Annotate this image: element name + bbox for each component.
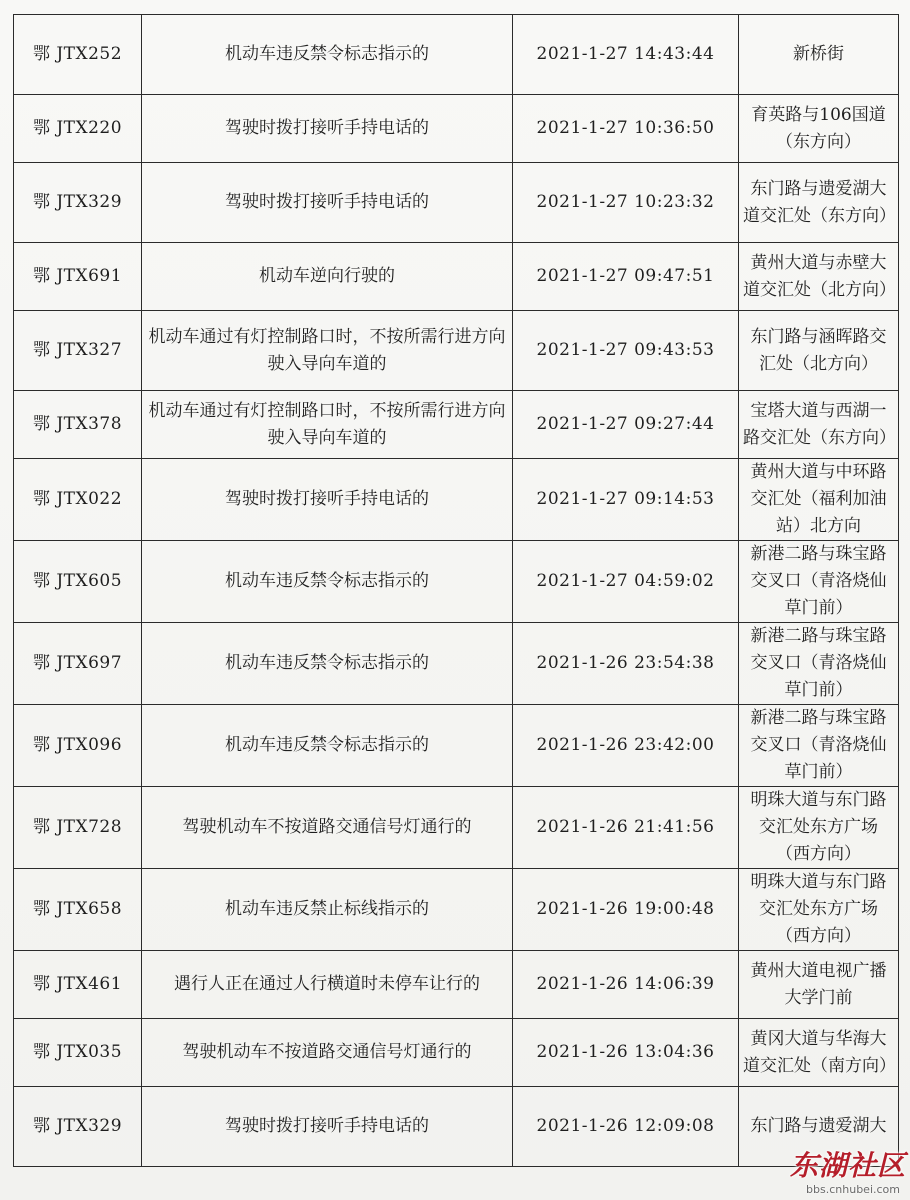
violation-cell: 驾驶时拨打接听手持电话的 bbox=[142, 163, 513, 243]
violation-cell: 机动车通过有灯控制路口时，不按所需行进方向驶入导向车道的 bbox=[142, 311, 513, 391]
time-cell: 2021-1-27 04:59:02 bbox=[513, 541, 739, 623]
location-cell: 东门路与遗爱湖大道交汇处（东方向） bbox=[739, 163, 899, 243]
time-cell: 2021-1-26 21:41:56 bbox=[513, 787, 739, 869]
location-cell: 育英路与106国道（东方向） bbox=[739, 95, 899, 163]
location-cell: 明珠大道与东门路交汇处东方广场（西方向） bbox=[739, 869, 899, 951]
location-cell: 宝塔大道与西湖一路交汇处（东方向） bbox=[739, 391, 899, 459]
table-row bbox=[14, 243, 899, 311]
plate-number-cell: 鄂 JTX327 bbox=[14, 311, 142, 391]
violation-cell: 机动车违反禁令标志指示的 bbox=[142, 15, 513, 95]
table-row bbox=[14, 623, 899, 705]
plate-number-cell: 鄂 JTX329 bbox=[14, 1087, 142, 1167]
plate-number-cell: 鄂 JTX461 bbox=[14, 951, 142, 1019]
location-cell: 东门路与涵晖路交汇处（北方向） bbox=[739, 311, 899, 391]
location-cell: 黄州大道与赤壁大道交汇处（北方向） bbox=[739, 243, 899, 311]
table-row bbox=[14, 391, 899, 459]
time-cell: 2021-1-27 10:23:32 bbox=[513, 163, 739, 243]
plate-number-cell: 鄂 JTX329 bbox=[14, 163, 142, 243]
location-cell: 黄州大道电视广播大学门前 bbox=[739, 951, 899, 1019]
violation-cell: 驾驶机动车不按道路交通信号灯通行的 bbox=[142, 1019, 513, 1087]
table-row bbox=[14, 459, 899, 541]
violation-cell: 机动车违反禁令标志指示的 bbox=[142, 541, 513, 623]
plate-number-cell: 鄂 JTX691 bbox=[14, 243, 142, 311]
time-cell: 2021-1-27 09:43:53 bbox=[513, 311, 739, 391]
time-cell: 2021-1-26 14:06:39 bbox=[513, 951, 739, 1019]
table-row bbox=[14, 787, 899, 869]
plate-number-cell: 鄂 JTX658 bbox=[14, 869, 142, 951]
violation-cell: 驾驶时拨打接听手持电话的 bbox=[142, 95, 513, 163]
time-cell: 2021-1-26 13:04:36 bbox=[513, 1019, 739, 1087]
location-cell: 新桥街 bbox=[739, 15, 899, 95]
time-cell: 2021-1-27 09:14:53 bbox=[513, 459, 739, 541]
violation-cell: 遇行人正在通过人行横道时未停车让行的 bbox=[142, 951, 513, 1019]
table-row bbox=[14, 95, 899, 163]
plate-number-cell: 鄂 JTX697 bbox=[14, 623, 142, 705]
location-cell: 黄州大道与中环路交汇处（福利加油站）北方向 bbox=[739, 459, 899, 541]
plate-number-cell: 鄂 JTX035 bbox=[14, 1019, 142, 1087]
table-row bbox=[14, 1019, 899, 1087]
violation-records-table bbox=[13, 14, 899, 1167]
table-row bbox=[14, 311, 899, 391]
violation-cell: 机动车通过有灯控制路口时，不按所需行进方向驶入导向车道的 bbox=[142, 391, 513, 459]
location-cell: 新港二路与珠宝路交叉口（青洛烧仙草门前） bbox=[739, 705, 899, 787]
table-row bbox=[14, 705, 899, 787]
plate-number-cell: 鄂 JTX252 bbox=[14, 15, 142, 95]
violation-cell: 机动车违反禁止标线指示的 bbox=[142, 869, 513, 951]
table-row bbox=[14, 541, 899, 623]
plate-number-cell: 鄂 JTX605 bbox=[14, 541, 142, 623]
time-cell: 2021-1-26 23:54:38 bbox=[513, 623, 739, 705]
violation-cell: 驾驶时拨打接听手持电话的 bbox=[142, 459, 513, 541]
table-row bbox=[14, 951, 899, 1019]
location-cell: 东门路与遗爱湖大 bbox=[739, 1087, 899, 1167]
plate-number-cell: 鄂 JTX022 bbox=[14, 459, 142, 541]
violation-cell: 机动车违反禁令标志指示的 bbox=[142, 705, 513, 787]
time-cell: 2021-1-26 19:00:48 bbox=[513, 869, 739, 951]
location-cell: 新港二路与珠宝路交叉口（青洛烧仙草门前） bbox=[739, 541, 899, 623]
location-cell: 黄冈大道与华海大道交汇处（南方向） bbox=[739, 1019, 899, 1087]
site-watermark bbox=[726, 1144, 906, 1196]
time-cell: 2021-1-26 12:09:08 bbox=[513, 1087, 739, 1167]
plate-number-cell: 鄂 JTX728 bbox=[14, 787, 142, 869]
plate-number-cell: 鄂 JTX220 bbox=[14, 95, 142, 163]
violation-cell: 驾驶时拨打接听手持电话的 bbox=[142, 1087, 513, 1167]
watermark-logo: 东湖社区 bbox=[789, 1149, 906, 1182]
time-cell: 2021-1-27 09:47:51 bbox=[513, 243, 739, 311]
time-cell: 2021-1-27 09:27:44 bbox=[513, 391, 739, 459]
time-cell: 2021-1-27 10:36:50 bbox=[513, 95, 739, 163]
table-row bbox=[14, 15, 899, 95]
plate-number-cell: 鄂 JTX096 bbox=[14, 705, 142, 787]
time-cell: 2021-1-27 14:43:44 bbox=[513, 15, 739, 95]
location-cell: 明珠大道与东门路交汇处东方广场（西方向） bbox=[739, 787, 899, 869]
plate-number-cell: 鄂 JTX378 bbox=[14, 391, 142, 459]
location-cell: 新港二路与珠宝路交叉口（青洛烧仙草门前） bbox=[739, 623, 899, 705]
violation-cell: 驾驶机动车不按道路交通信号灯通行的 bbox=[142, 787, 513, 869]
time-cell: 2021-1-26 23:42:00 bbox=[513, 705, 739, 787]
violation-cell: 机动车逆向行驶的 bbox=[142, 243, 513, 311]
watermark-url: bbs.cnhubei.com bbox=[806, 1183, 900, 1196]
table-row bbox=[14, 163, 899, 243]
violation-cell: 机动车违反禁令标志指示的 bbox=[142, 623, 513, 705]
table-row bbox=[14, 869, 899, 951]
